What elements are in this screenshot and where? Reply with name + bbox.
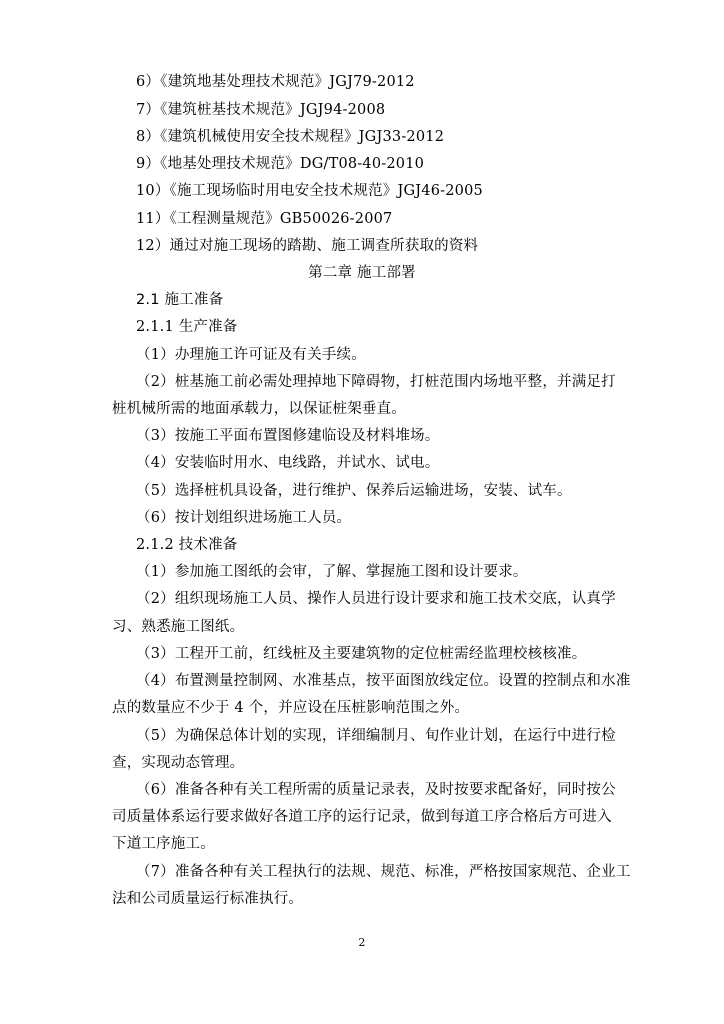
paragraph: （5）为确保总体计划的实现，详细编制月、旬作业计划，在运行中进行检 bbox=[136, 728, 616, 744]
paragraph: （2）桩基施工前必需处理掉地下障碍物，打桩范围内场地平整，并满足打 bbox=[136, 374, 616, 390]
reference-item: 10）《施工现场临时用电安全技术规范》JGJ46-2005 bbox=[136, 183, 483, 199]
paragraph: （1）办理施工许可证及有关手续。 bbox=[136, 347, 366, 363]
paragraph: （2）组织现场施工人员、操作人员进行设计要求和施工技术交底，认真学 bbox=[136, 591, 616, 607]
paragraph-continuation: 司质量体系运行要求做好各道工序的运行记录，做到每道工序合格后方可进入 bbox=[112, 809, 612, 825]
reference-item: 9）《地基处理技术规范》DG/T08-40-2010 bbox=[136, 156, 425, 172]
paragraph: （4）布置测量控制网、水准基点，按平面图放线定位。设置的控制点和水准 bbox=[136, 673, 631, 689]
section-heading-2-1-2: 2.1.2 技术准备 bbox=[136, 537, 238, 553]
reference-item: 12）通过对施工现场的踏勘、施工调查所获取的资料 bbox=[136, 238, 479, 254]
reference-item: 11）《工程测量规范》GB50026-2007 bbox=[136, 211, 393, 227]
section-heading-2-1-1: 2.1.1 生产准备 bbox=[136, 319, 238, 335]
paragraph: （7）准备各种有关工程执行的法规、规范、标准，严格按国家规范、企业工 bbox=[136, 864, 631, 880]
paragraph-continuation: 点的数量应不少于 4 个，并应设在压桩影响范围之外。 bbox=[112, 700, 470, 716]
paragraph: （6）准备各种有关工程所需的质量记录表，及时按要求配备好，同时按公 bbox=[136, 782, 616, 798]
paragraph-continuation: 下道工序施工。 bbox=[112, 836, 215, 852]
reference-item: 8）《建筑机械使用安全技术规程》JGJ33-2012 bbox=[136, 129, 445, 145]
reference-item: 7）《建筑桩基技术规范》JGJ94-2008 bbox=[136, 102, 386, 118]
paragraph-continuation: 查，实现动态管理。 bbox=[112, 755, 245, 771]
paragraph: （3）按施工平面布置图修建临设及材料堆场。 bbox=[136, 428, 440, 444]
paragraph-continuation: 桩机械所需的地面承载力，以保证桩架垂直。 bbox=[112, 401, 406, 417]
reference-item: 6）《建筑地基处理技术规范》JGJ79-2012 bbox=[136, 74, 415, 90]
paragraph: （4）安装临时用水、电线路，并试水、试电。 bbox=[136, 455, 440, 471]
chapter-title: 第二章 施工部署 bbox=[308, 265, 416, 281]
paragraph: （5）选择桩机具设备，进行维护、保养后运输进场，安装、试车。 bbox=[136, 483, 572, 499]
page-number: 2 bbox=[358, 936, 366, 949]
paragraph-continuation: 习、熟悉施工图纸。 bbox=[112, 619, 245, 635]
paragraph: （6）按计划组织进场施工人员。 bbox=[136, 510, 352, 526]
section-heading-2-1: 2.1 施工准备 bbox=[136, 292, 224, 308]
paragraph: （1）参加施工图纸的会审，了解、掌握施工图和设计要求。 bbox=[136, 564, 528, 580]
paragraph: （3）工程开工前，红线桩及主要建筑物的定位桩需经监理校核核准。 bbox=[136, 646, 587, 662]
paragraph-continuation: 法和公司质量运行标准执行。 bbox=[112, 891, 304, 907]
